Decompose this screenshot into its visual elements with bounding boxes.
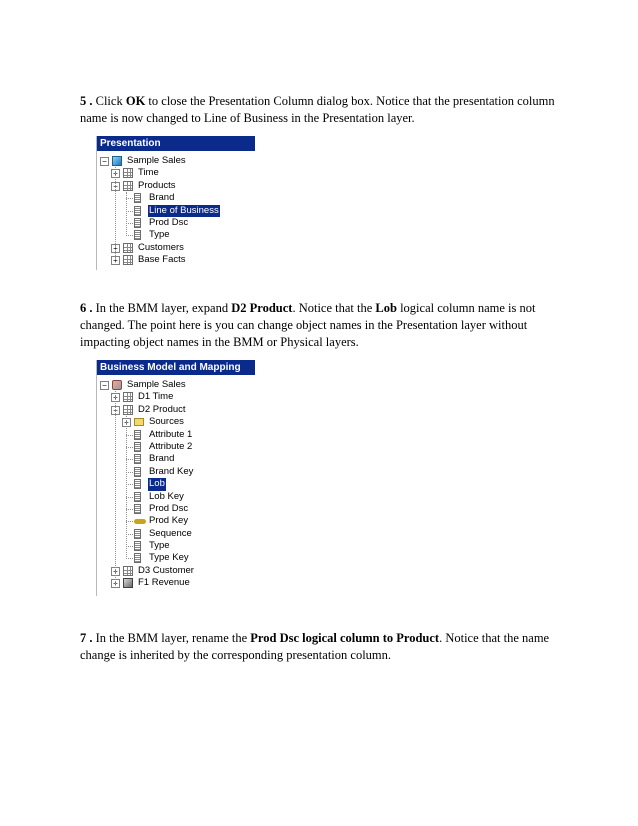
tree-item[interactable]: [97, 478, 255, 490]
table-icon: [123, 243, 133, 253]
tree-item[interactable]: [97, 254, 255, 266]
column-icon: [134, 553, 141, 563]
tree-item[interactable]: [97, 453, 255, 465]
column-icon: [134, 442, 141, 452]
tree-item[interactable]: [97, 242, 255, 254]
tree-connector: [115, 167, 116, 260]
presentation-tree-header: Presentation: [97, 136, 255, 151]
tree-connector: [126, 447, 133, 448]
column-icon: [134, 541, 141, 551]
tree-item-label: Brand: [149, 192, 175, 204]
emphasis-term: logical column to: [299, 631, 397, 645]
emphasis-term: Product: [396, 631, 440, 645]
column-icon: [134, 206, 141, 216]
tree-connector: [126, 521, 133, 522]
tree-item[interactable]: [97, 565, 255, 577]
tree-item[interactable]: [97, 577, 255, 589]
tree-item-label: Sample Sales: [127, 155, 186, 166]
tree-item-label: Line of Business: [149, 204, 219, 216]
collapse-icon[interactable]: −: [111, 182, 120, 191]
key-icon: [134, 519, 146, 524]
tree-item[interactable]: [97, 466, 255, 478]
tree-item[interactable]: [97, 391, 255, 403]
tree-connector: [126, 235, 133, 236]
step-number: 6 .: [80, 301, 93, 315]
tree-connector: [126, 192, 127, 235]
tree-item[interactable]: [97, 180, 255, 192]
tree-item[interactable]: [97, 167, 255, 179]
tree-item-label: Brand Key: [149, 465, 194, 477]
tree-item[interactable]: [97, 491, 255, 503]
tree-item-label: Sample Sales: [127, 379, 186, 390]
tree-connector: [126, 435, 133, 436]
bmm-tree-header: Business Model and Mapping: [97, 360, 255, 375]
step-7-paragraph: [80, 630, 560, 664]
tree-connector: [126, 416, 127, 559]
tree-item-label: Attribute 1: [149, 428, 193, 440]
column-icon: [134, 479, 141, 489]
fact-table-icon: [123, 578, 133, 588]
tree-item-label: Attribute 2: [149, 440, 193, 452]
bmm-layer-tree: [96, 360, 255, 596]
instruction-text: Click: [92, 94, 126, 108]
folder-icon: [134, 418, 144, 426]
tree-connector: [126, 509, 133, 510]
column-icon: [134, 218, 141, 228]
tree-item[interactable]: [97, 205, 255, 217]
cube-icon: [112, 156, 122, 166]
tree-item-label: Lob Key: [149, 490, 184, 502]
emphasis-term: Lob: [375, 301, 397, 315]
step-6-paragraph: [80, 300, 560, 351]
tree-item[interactable]: [97, 441, 255, 453]
expand-icon[interactable]: +: [111, 579, 120, 588]
instruction-text: In the BMM layer, rename the: [92, 631, 251, 645]
tree-item-label: Lob: [149, 478, 165, 490]
tree-connector: [126, 546, 133, 547]
tree-item[interactable]: [97, 552, 255, 564]
table-icon: [123, 566, 133, 576]
instruction-text: . Notice that the: [292, 301, 376, 315]
business-model-icon: [112, 380, 122, 390]
emphasis-term: D2 Product: [231, 301, 293, 315]
table-icon: [123, 405, 133, 415]
table-icon: [123, 181, 133, 191]
instruction-text: to close the Presentation Column dialog box. Notice that the presentation column name is now changed to Line of Business in the Presentation layer.: [80, 94, 555, 125]
collapse-icon[interactable]: −: [100, 381, 109, 390]
tree-connector: [126, 223, 133, 224]
collapse-icon[interactable]: −: [100, 157, 109, 166]
tree-item-label: Time: [138, 167, 159, 179]
emphasis-term: OK: [125, 94, 146, 108]
instruction-text: logical column name is not changed. The point here is you can change object names in the Presentation layer without impacting object names in the BMM or Physical layers.: [80, 301, 536, 349]
tree-connector: [126, 558, 133, 559]
tree-item-label: Brand: [149, 453, 175, 465]
step-number: 5 .: [80, 94, 93, 108]
tree-item-label: Type: [149, 540, 170, 552]
expand-icon[interactable]: +: [111, 393, 120, 402]
expand-icon[interactable]: +: [111, 256, 120, 265]
tree-item-label: Type: [149, 229, 170, 241]
tree-item-label: D2 Product: [138, 403, 186, 415]
table-icon: [123, 168, 133, 178]
tree-connector: [126, 534, 133, 535]
tree-item-label: Prod Dsc: [149, 216, 189, 228]
table-icon: [123, 392, 133, 402]
step-5-paragraph: [80, 93, 560, 127]
tree-item-label: D1 Time: [138, 391, 174, 403]
tree-connector: [126, 484, 133, 485]
tree-item[interactable]: [97, 429, 255, 441]
tree-item[interactable]: [97, 229, 255, 241]
tree-item[interactable]: [97, 192, 255, 204]
tree-item[interactable]: [97, 540, 255, 552]
tree-connector: [126, 211, 133, 212]
tree-item-label: Prod Key: [149, 515, 189, 527]
tree-item[interactable]: [97, 404, 255, 416]
expand-icon[interactable]: +: [111, 244, 120, 253]
column-icon: [134, 529, 141, 539]
column-icon: [134, 230, 141, 240]
tree-item[interactable]: [97, 503, 255, 515]
tree-item-label: D3 Customer: [138, 564, 194, 576]
tree-connector: [126, 472, 133, 473]
tree-item[interactable]: [97, 416, 255, 428]
tree-item-label: Base Facts: [138, 254, 186, 266]
column-icon: [134, 504, 141, 514]
tree-connector: [126, 198, 133, 199]
tree-item[interactable]: [97, 379, 255, 391]
tree-item[interactable]: [97, 217, 255, 229]
tree-item-label: Sources: [149, 416, 184, 428]
tree-item-label: Sequence: [149, 527, 192, 539]
expand-icon[interactable]: +: [122, 418, 131, 427]
tree-item-label: Products: [138, 179, 176, 191]
emphasis-term: Prod Dsc: [250, 631, 300, 645]
step-number: 7 .: [80, 631, 93, 645]
collapse-icon[interactable]: −: [111, 406, 120, 415]
tree-connector: [115, 391, 116, 583]
tree-connector: [126, 459, 133, 460]
instruction-text: In the BMM layer, expand: [92, 301, 232, 315]
presentation-layer-tree: [96, 136, 255, 270]
tree-item-label: F1 Revenue: [138, 577, 190, 589]
tree-item-label: Customers: [138, 241, 184, 253]
column-icon: [134, 467, 141, 477]
expand-icon[interactable]: +: [111, 169, 120, 178]
expand-icon[interactable]: +: [111, 567, 120, 576]
tree-item[interactable]: [97, 515, 255, 527]
tree-item[interactable]: [97, 528, 255, 540]
tree-item-label: Prod Dsc: [149, 502, 189, 514]
instruction-text: . Notice that the name change is inherited by the corresponding presentation column.: [80, 631, 550, 662]
column-icon: [134, 492, 141, 502]
table-icon: [123, 255, 133, 265]
tree-item[interactable]: [97, 155, 255, 167]
column-icon: [134, 454, 141, 464]
tree-item-label: Type Key: [149, 552, 189, 564]
column-icon: [134, 430, 141, 440]
column-icon: [134, 193, 141, 203]
tree-connector: [126, 497, 133, 498]
